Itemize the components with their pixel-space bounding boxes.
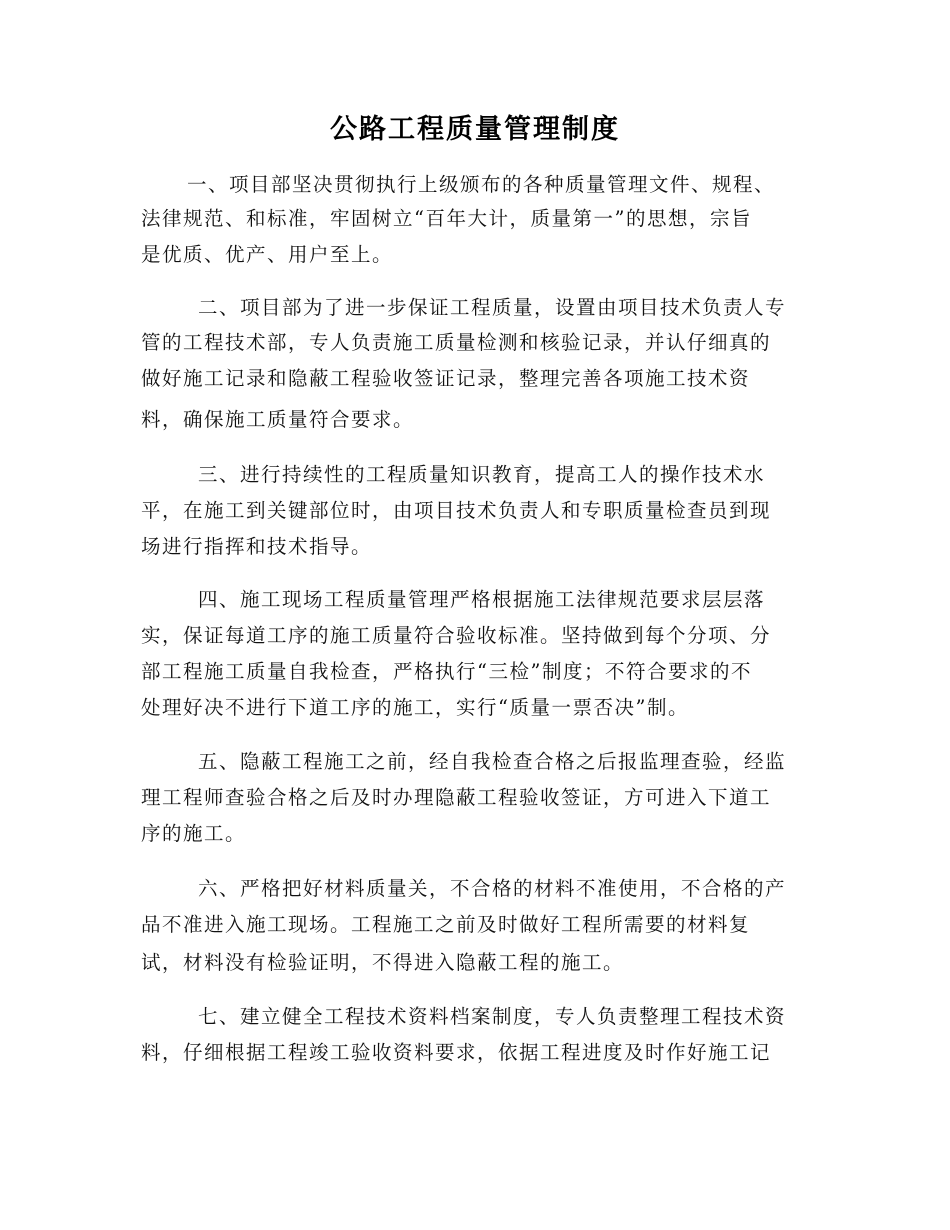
paragraph-line: 法律规范、和标准，牢固树立“百年大计，质量第一”的思想，宗旨 — [141, 207, 752, 230]
paragraph-line: 七、建立健全工程技术资料档案制度，专人负责整理工程技术资 — [198, 1005, 787, 1028]
paragraph-line: 三、进行持续性的工程质量知识教育，提高工人的操作技术水 — [198, 463, 766, 486]
paragraph-line: 二、项目部为了进一步保证工程质量，设置由项目技术负责人专 — [198, 296, 787, 319]
paragraph-line: 五、隐蔽工程施工之前，经自我检查合格之后报监理查验，经监 — [198, 750, 787, 773]
paragraph-line: 处理好决不进行下道工序的施工，实行“质量一票否决”制。 — [141, 696, 689, 719]
paragraph-line: 品不准进入施工现场。工程施工之前及时做好工程所需要的材料复 — [141, 913, 751, 936]
paragraph-line: 场进行指挥和技术指导。 — [141, 535, 373, 558]
document-title: 公路工程质量管理制度 — [330, 114, 620, 145]
paragraph-line: 是优质、优产、用户至上。 — [141, 243, 394, 266]
paragraph-line: 管的工程技术部，专人负责施工质量检测和核验记录，并认仔细真的 — [141, 331, 772, 354]
paragraph-line: 平，在施工到关键部位时，由项目技术负责人和专职质量检查员到现 — [141, 499, 772, 522]
paragraph-line: 理工程师查验合格之后及时办理隐蔽工程验收签证，方可进入下道工 — [141, 786, 772, 809]
paragraph-line: 四、施工现场工程质量管理严格根据施工法律规范要求层层落 — [198, 588, 766, 611]
paragraph-line: 六、严格把好材料质量关，不合格的材料不准使用，不合格的产 — [198, 877, 787, 900]
paragraph-line: 序的施工。 — [141, 822, 247, 845]
paragraph-line: 做好施工记录和隐蔽工程验收签证记录，整理完善各项施工技术资 — [141, 367, 751, 390]
paragraph-line: 料，确保施工质量符合要求。 — [141, 408, 415, 431]
paragraph-line: 试，材料没有检验证明，不得进入隐蔽工程的施工。 — [141, 951, 625, 974]
paragraph-line: 部工程施工质量自我检查，严格执行“三检”制度；不符合要求的不 — [141, 660, 752, 683]
paragraph-line: 一、项目部坚决贯彻执行上级颁布的各种质量管理文件、规程、 — [187, 173, 776, 196]
paragraph-line: 实，保证每道工序的施工质量符合验收标准。坚持做到每个分项、分 — [141, 624, 772, 647]
paragraph-line: 料，仔细根据工程竣工验收资料要求，依据工程进度及时作好施工记 — [141, 1041, 772, 1064]
